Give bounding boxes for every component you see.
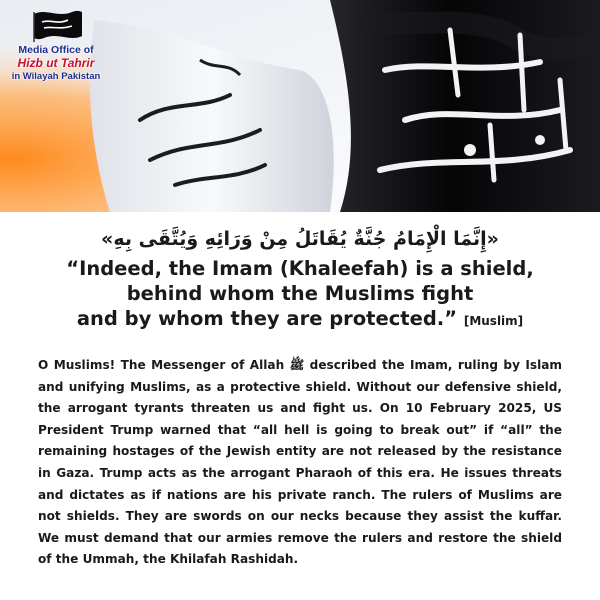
hadith-line-1: “Indeed, the Imam (Khaleefah) is a shield, (66, 257, 534, 280)
hadith-line-3 (0, 306, 600, 334)
article-body: O Muslims! The Messenger of Allah ﷺ described the Imam, ruling by Islam and unifying Muslims, as a protective shield. Without our defensive shield, the arrogant tyrants threaten us and fight us. On 10 February 2025, US President Trump warned that “all hell is going to break out” if “all” the remaining hostages of the Jewish entity are not released by the resistance in Gaza. Trump acts as the arrogant Pharaoh of this era. He issues threats and dictates as if nations are his private ranch. The rulers of Muslims are not shields. They are swords on our necks because they assist the kuffar. We must demand that our armies remove the rulers and restore the shield of the Ummah, the Khilafah Rashidah. (38, 358, 562, 567)
hadith-line-2: behind whom the Muslims fight (126, 282, 474, 305)
black-flag-icon (32, 8, 84, 42)
hadith-translation (0, 256, 600, 334)
logo-text (10, 44, 102, 83)
logo-line-3: in Wilayah Pakistan (11, 71, 101, 82)
logo-line-1: Media Office of (18, 44, 94, 56)
hadith-block (0, 226, 600, 334)
logo-line-2: Hizb ut Tahrir (17, 56, 95, 70)
hadith-source: [Muslim] (463, 314, 524, 328)
hadith-arabic: «إِنَّمَا الْإِمَامُ جُنَّةٌ يُقَاتَلُ مِنْ وَرَائِهِ وَيُتَّقَى بِهِ» (101, 228, 499, 250)
media-office-logo (10, 8, 102, 108)
hadith-line-3-text: and by whom they are protected.” (76, 307, 458, 330)
